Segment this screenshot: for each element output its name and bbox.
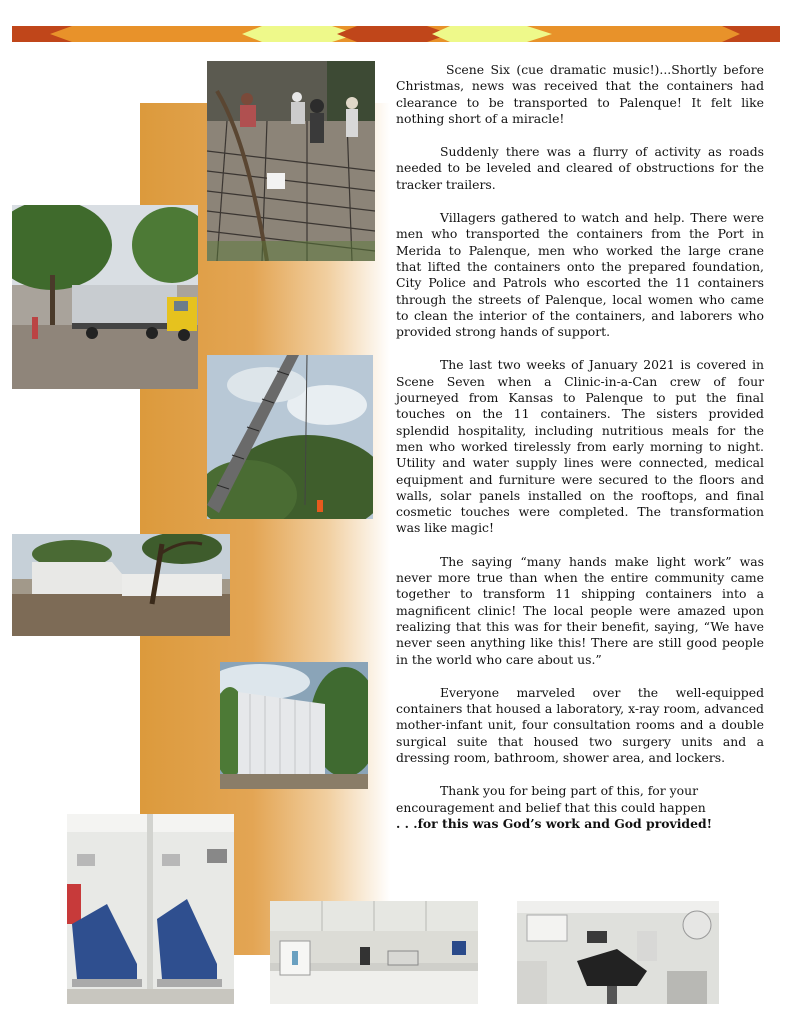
paragraph-equipped: Everyone marveled over the well-equipped containers that housed a laboratory, x-ray room, advanced mother-infant unit, four consultation rooms and a double surgical suite that housed two surgery units and a dressing room, bathroom, shower area, and lockers. bbox=[396, 684, 764, 765]
photo-laboratory bbox=[270, 901, 478, 1004]
thank-you-ellipsis: . . . bbox=[396, 815, 418, 831]
photo-crane bbox=[207, 355, 373, 519]
photo-surgical-beds bbox=[67, 814, 234, 1004]
paragraph-thank-you bbox=[396, 783, 764, 832]
decorative-banner bbox=[12, 26, 780, 42]
article-text bbox=[396, 62, 764, 849]
paragraph-scene-seven: The last two weeks of January 2021 is covered in Scene Seven when a Clinic-in-a-Can crew of four journeyed from Kansas to Palenque to put the final touches on the 11 containers. The sisters provided splendid hospitality, including nutritious meals for the men who worked tirelessly from early morning to night. Utility and water supply lines were connected, medical equipment and furniture were secured to the floors and walls, solar panels installed on the rooftops, and final cosmetic touches were completed. The transformation was like magic! bbox=[396, 357, 764, 536]
photo-exam-room bbox=[517, 901, 719, 1004]
paragraph-villagers: Villagers gathered to watch and help. There were men who transported the containers from the Port in Merida to Palenque, men who worked the large crane that lifted the containers onto the prepared foundation, City Police and Patrols who escorted the 11 containers through the streets of Palenque, local women who came to clean the interior of the containers, and laborers who provided strong hands of support. bbox=[396, 210, 764, 340]
photo-truck-container bbox=[12, 205, 198, 389]
paragraph-activity: Suddenly there was a flurry of activity as roads needed to be leveled and cleared of obstructions for the tracker trailers. bbox=[396, 144, 764, 192]
closing-statement: for this was God’s work and God provided! bbox=[417, 815, 713, 831]
photo-rebar-construction bbox=[207, 61, 375, 261]
thank-you-lead: Thank you for being part of this, for your encouragement and belief that this could happen bbox=[396, 783, 706, 815]
paragraph-many-hands: The saying “many hands make light work” was never more true than when the entire community came together to transform 11 shipping containers into a magnificent clinic! The local people were amazed upon realizing that this was for their benefit, saying, “We have never seen anything like this! There are still good people in the world who care about us.” bbox=[396, 553, 764, 667]
photo-white-container bbox=[220, 662, 368, 789]
photo-containers-yard bbox=[12, 534, 230, 636]
paragraph-scene-six: Scene Six (cue dramatic music!)...Shortly before Christmas, news was received that the containers had clearance to be transported to Palenque! It felt like nothing short of a miracle! bbox=[396, 62, 764, 126]
